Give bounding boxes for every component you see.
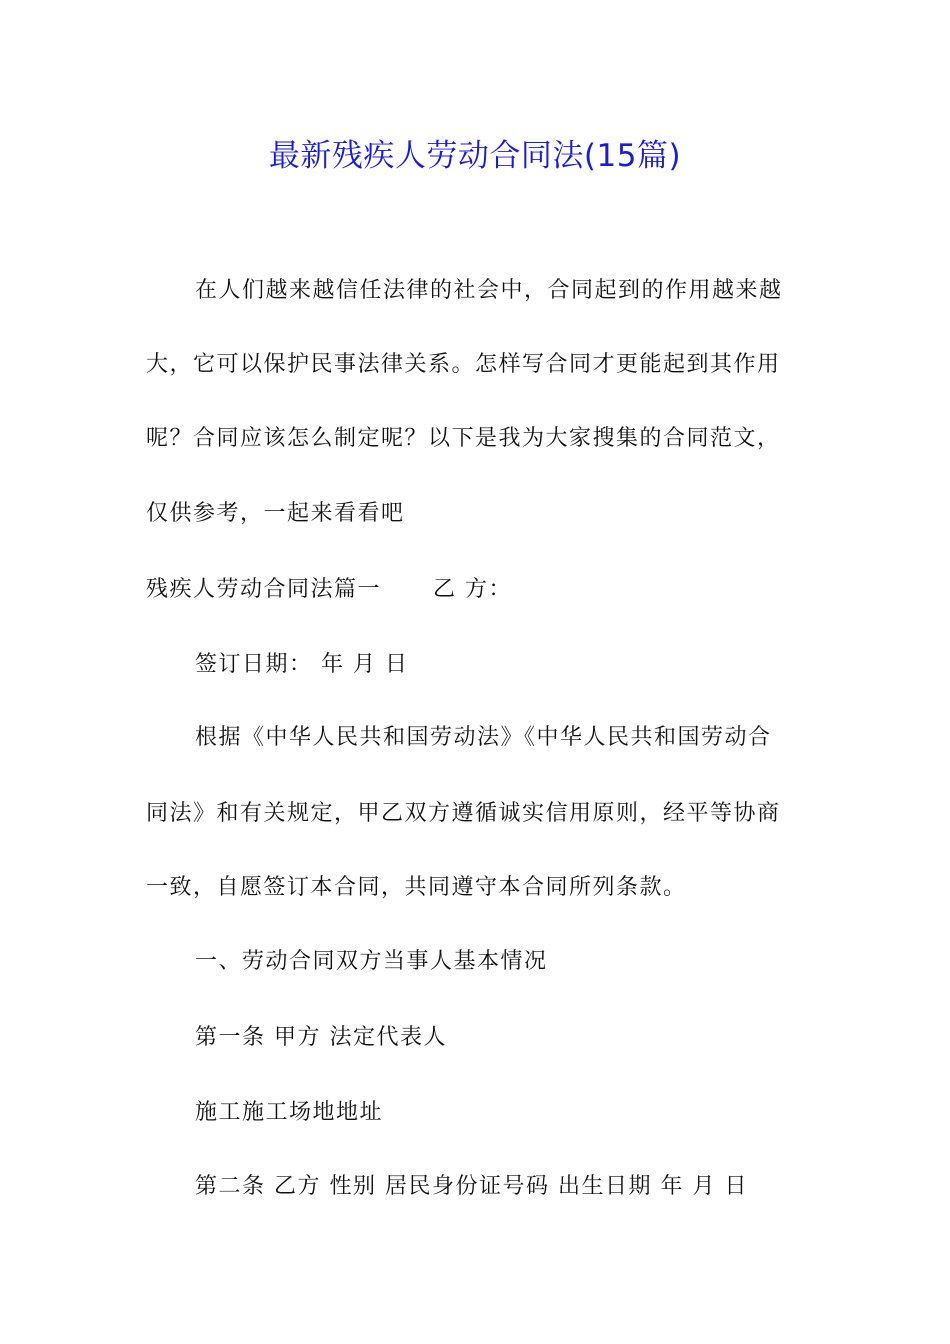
section-heading: 残疾人劳动合同法篇一	[146, 577, 382, 602]
party-b-label: 乙 方：	[433, 577, 512, 602]
document-title: 最新残疾人劳动合同法(15篇)	[268, 138, 682, 174]
article-2: 第二条 乙方 性别 居民身份证号码 出生日期 年 月 日	[195, 1174, 748, 1199]
intro-line-4: 仅供参考，一起来看看吧	[146, 501, 405, 526]
chapter-heading: 一、劳动合同双方当事人基本情况	[195, 949, 548, 974]
site-address: 施工施工场地地址	[195, 1100, 384, 1125]
intro-line-3: 呢？合同应该怎么制定呢？以下是我为大家搜集的合同范文，	[146, 426, 781, 451]
sign-date: 签订日期： 年 月 日	[195, 652, 409, 677]
intro-line-2: 大，它可以保护民事法律关系。怎样写合同才更能起到其作用	[146, 352, 781, 377]
intro-line-1: 在人们越来越信任法律的社会中，合同起到的作用越来越	[195, 278, 783, 303]
article-1: 第一条 甲方 法定代表人	[195, 1025, 447, 1050]
basis-line-3: 一致，自愿签订本合同，共同遵守本合同所列条款。	[146, 875, 687, 900]
basis-line-2: 同法》和有关规定，甲乙双方遵循诚实信用原则，经平等协商	[146, 801, 781, 826]
basis-line-1: 根据《中华人民共和国劳动法》《中华人民共和国劳动合	[195, 725, 772, 750]
